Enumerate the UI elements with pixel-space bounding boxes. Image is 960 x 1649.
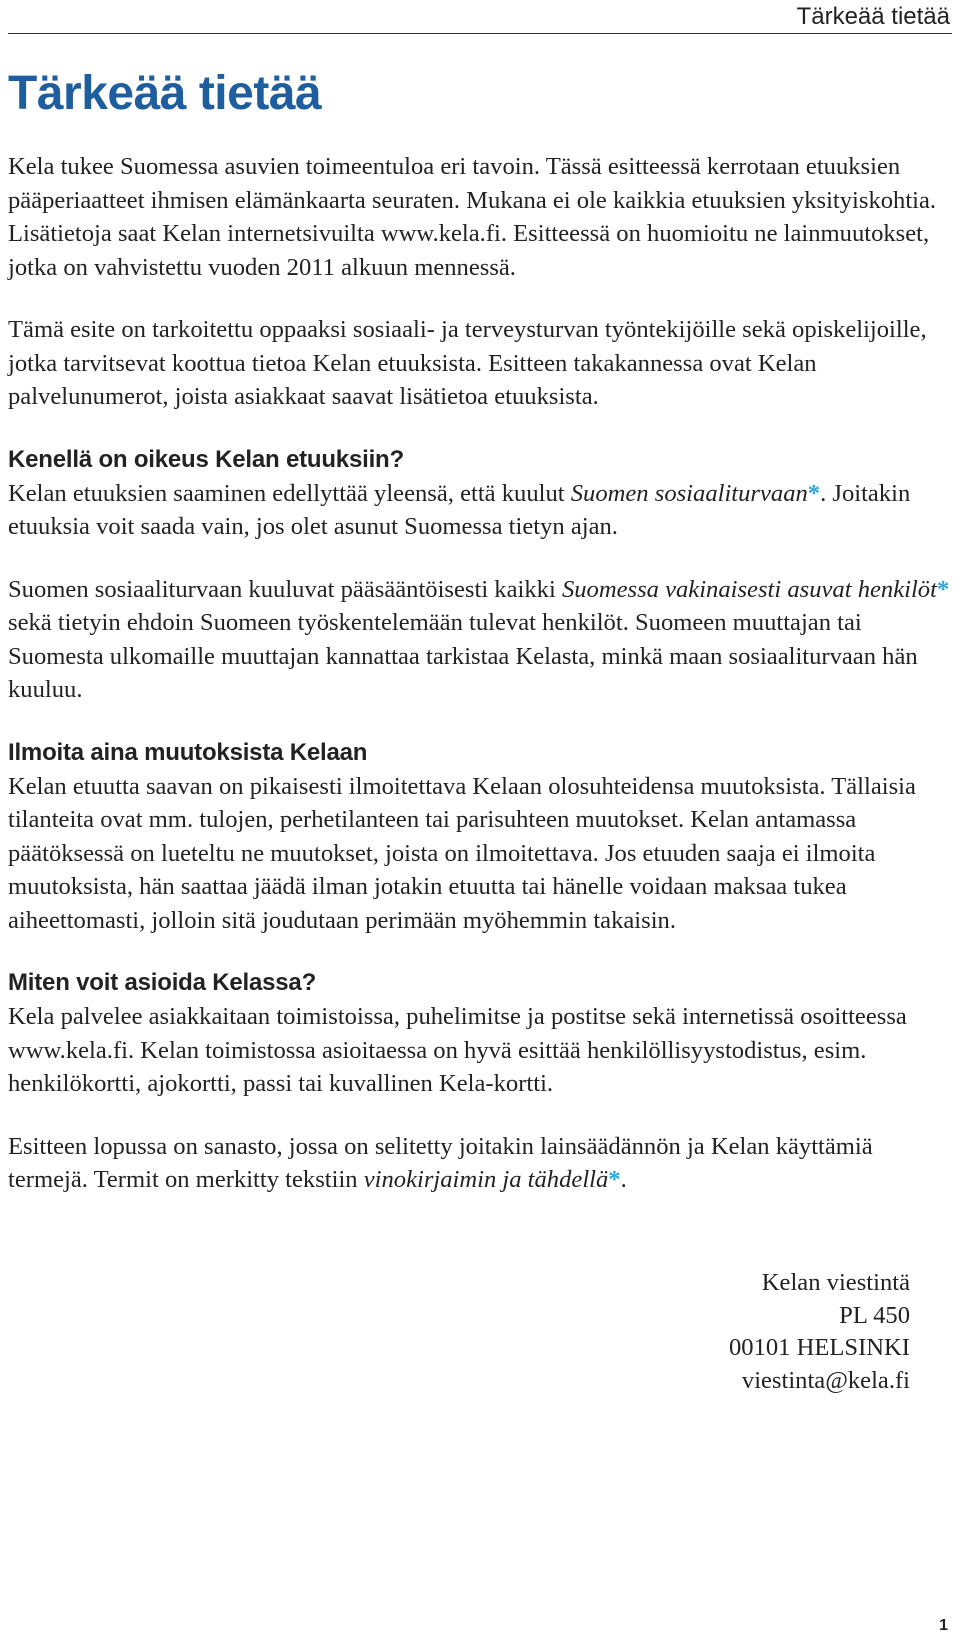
rights-p2-text-before: Suomen sosiaaliturvaan kuuluvat pääsääntöisesti kaikki [8, 575, 562, 603]
glossary-star-icon: * [608, 1166, 621, 1193]
running-header: Tärkeää tietää [796, 3, 950, 30]
section-heading-rights: Kenellä on oikeus Kelan etuuksiin? [8, 445, 404, 473]
rights-p2-text-after: sekä tietyin ehdoin Suomeen työskentelemään tulevat henkilöt. Suomeen muuttajan tai Suomesta ulkomaille muuttajan kannattaa tarkistaa Kelasta, minkä maan sosiaaliturvaan hän kuuluu. [8, 609, 918, 703]
glossary-term-vinokirjaimin: vinokirjaimin ja tähdellä [363, 1166, 609, 1193]
header-rule [8, 33, 952, 34]
rights-paragraph-1 [8, 477, 954, 544]
address-name: Kelan viestintä [761, 1269, 910, 1296]
service-paragraph-2 [8, 1130, 954, 1197]
document-body [8, 150, 954, 1197]
address-city: 00101 HELSINKI [728, 1334, 910, 1361]
changes-paragraph: Kelan etuutta saavan on pikaisesti ilmoitettava Kelaan olosuhteidensa muutoksista. Tällaisia tilanteita ovat mm. tulojen, perhetilanteen tai parisuhteen muutokset. Kelan antamassa päätöksessä on lueteltu ne muutokset, joista on ilmoitettava. Jos etuuden saaja ei ilmoita muutoksista, hän saattaa jäädä ilman jotakin etuutta tai hänelle voidaan maksaa tukea aiheettomasti, jolloin sitä joudutaan perimään myöhemmin takaisin. [8, 772, 916, 934]
service-paragraph-1: Kela palvelee asiakkaitaan toimistoissa, puhelimitse ja postitse sekä internetissä osoitteessa www.kela.fi. Kelan toimistossa asioitaessa on hyvä esittää henkilöllisyystodistus, esim. henkilökortti, ajokortti, passi tai kuvallinen Kela-kortti. [8, 1003, 907, 1097]
page-number: 1 [939, 1617, 948, 1634]
contact-address [729, 1267, 910, 1397]
glossary-term-sosiaaliturva: Suomen sosiaaliturvaan [570, 479, 808, 507]
section-heading-service: Miten voit asioida Kelassa? [8, 969, 317, 996]
glossary-star-icon: * [807, 479, 821, 507]
rights-paragraph-2 [8, 573, 954, 707]
intro-paragraph-1: Kela tukee Suomessa asuvien toimeentuloa eri tavoin. Tässä esitteessä kerrotaan etuuksien pääperiaatteet ihmisen elämänkaarta seuraten. Mukana ei ole kaikkia etuuksien yksityiskohtia. Lisätietoja saat Kelan internetsivuilta www.kela.fi. Esitteessä on huomioitu ne lainmuutokset, jotka on vahvistettu vuoden 2011 alkuun mennessä. [8, 153, 937, 281]
glossary-star-icon: * [936, 575, 950, 603]
page-title: Tärkeää tietää [8, 67, 322, 120]
address-po-box: PL 450 [839, 1301, 910, 1329]
service-p2-text-before: Esitteen lopussa on sanasto, jossa on selitetty joitakin lainsäädännön ja Kelan käyttämiä termejä. Termit on merkitty tekstiin [8, 1132, 873, 1193]
address-email: viestinta@kela.fi [741, 1366, 910, 1394]
rights-p1-text-before: Kelan etuuksien saaminen edellyttää yleensä, että kuulut [8, 479, 571, 507]
glossary-term-vakinaisesti-asuvat: Suomessa vakinaisesti asuvat henkilöt [561, 575, 937, 603]
intro-paragraph-2: Tämä esite on tarkoitettu oppaaksi sosiaali- ja terveysturvan työntekijöille sekä opiskelijoille, jotka tarvitsevat koottua tietoa Kelan etuuksista. Esitteen takakannessa ovat Kelan palvelunumerot, joista asiakkaat saavat lisätietoa etuuksista. [8, 316, 927, 410]
service-p2-text-after: . [620, 1166, 627, 1193]
section-heading-changes: Ilmoita aina muutoksista Kelaan [8, 738, 368, 766]
rights-p1-text-after: . Joitakin etuuksia voit saada vain, jos olet asunut Suomessa tietyn ajan. [8, 479, 911, 540]
